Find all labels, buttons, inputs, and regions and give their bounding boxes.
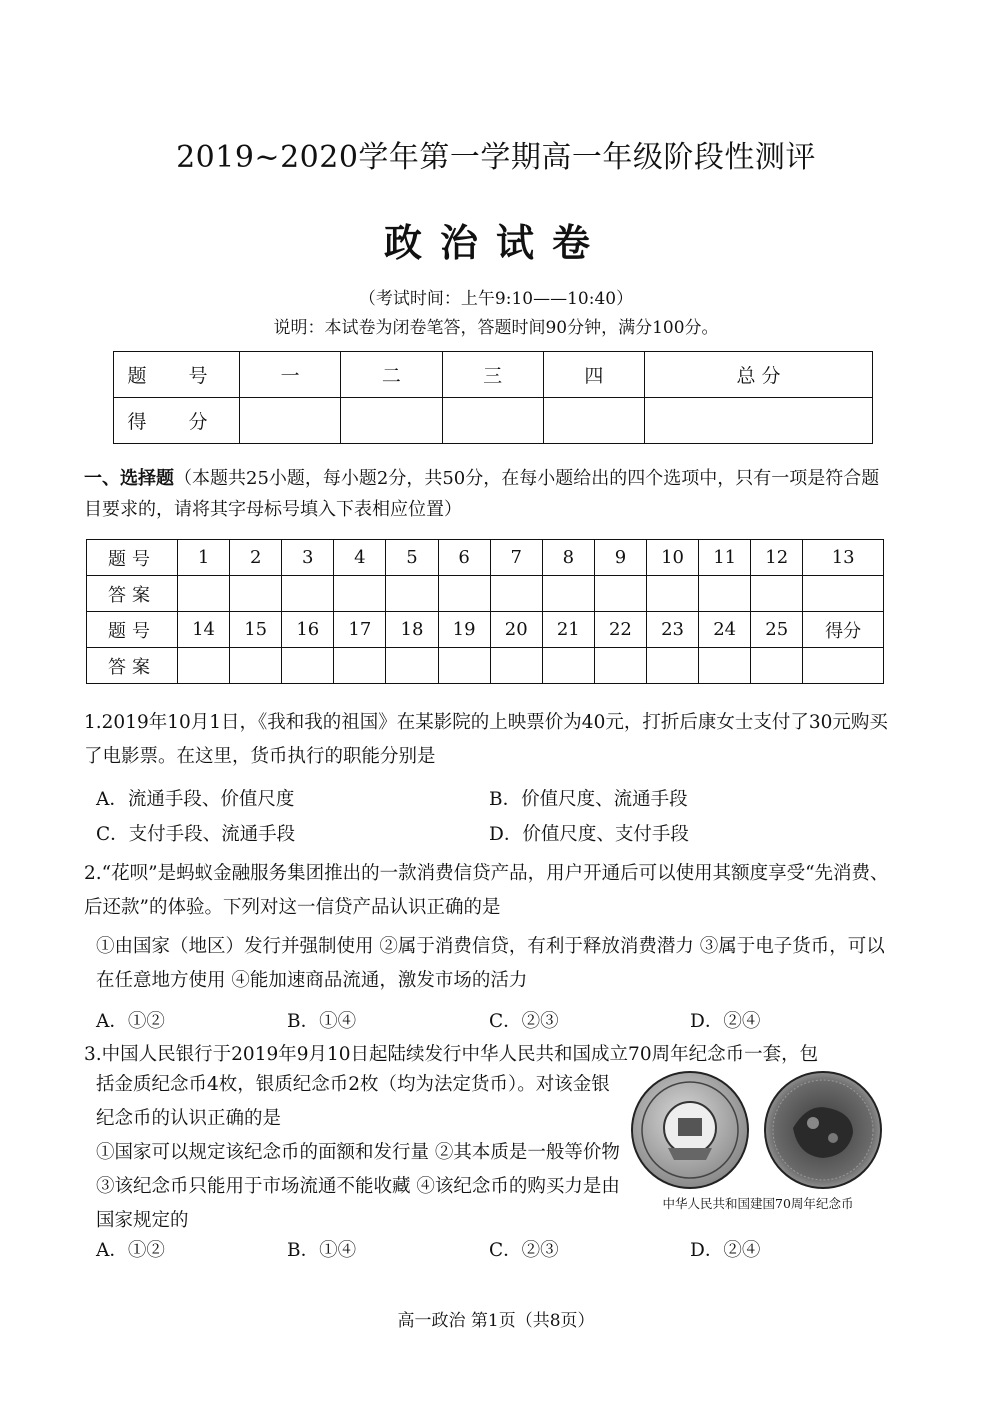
- emblem-coin: [632, 1072, 748, 1188]
- question-number: 17: [334, 612, 386, 648]
- question-3-option-d: D．②④: [690, 1240, 761, 1261]
- answer-blank[interactable]: [178, 648, 230, 684]
- question-number: 16: [282, 612, 334, 648]
- score-cell-section-4: 四: [543, 352, 644, 398]
- answer-blank[interactable]: [386, 576, 438, 612]
- answer-blank[interactable]: [230, 576, 282, 612]
- question-number: 6: [438, 540, 490, 576]
- question-number: 10: [646, 540, 698, 576]
- answer-row-label: 题号: [87, 612, 178, 648]
- answer-blank[interactable]: [178, 576, 230, 612]
- question-number: 15: [230, 612, 282, 648]
- question-number: 12: [751, 540, 803, 576]
- answer-blank[interactable]: [751, 576, 803, 612]
- question-1-option-b: B．价值尺度、流通手段: [489, 789, 688, 810]
- question-number: 21: [542, 612, 594, 648]
- question-number: 8: [542, 540, 594, 576]
- answer-blank[interactable]: [542, 576, 594, 612]
- question-number: 18: [386, 612, 438, 648]
- question-number: 23: [646, 612, 698, 648]
- question-2-option-a: A．①②: [96, 1011, 165, 1032]
- silver-coin: [765, 1072, 881, 1188]
- section-1-intro: [84, 463, 894, 525]
- answer-blank[interactable]: [594, 648, 646, 684]
- question-number: 25: [751, 612, 803, 648]
- question-2-option-c: C．②③: [489, 1011, 559, 1032]
- answer-row-label: 题号: [87, 540, 178, 576]
- answer-blank[interactable]: [490, 576, 542, 612]
- question-3-statements: ①国家可以规定该纪念币的面额和发行量 ②其本质是一般等价物 ③该纪念币只能用于市场流通不能收藏 ④该纪念币的购买力是由国家规定的: [96, 1142, 620, 1231]
- coin-caption: 中华人民共和国建国70周年纪念币: [662, 1196, 854, 1211]
- score-cell-section-1: 一: [240, 352, 341, 398]
- answer-blank[interactable]: [282, 576, 334, 612]
- answer-blank[interactable]: [334, 576, 386, 612]
- answer-blank[interactable]: [594, 576, 646, 612]
- question-number: 3: [282, 540, 334, 576]
- score-blank[interactable]: [341, 398, 442, 444]
- exam-time: （考试时间：上午9:10——10:40）: [358, 289, 634, 309]
- question-2-option-b: B．①④: [287, 1011, 357, 1032]
- coin-illustration: [628, 1068, 888, 1193]
- section-1-instructions: （本题共25小题，每小题2分，共50分，在每小题给出的四个选项中，只有一项是符合题目要求的，请将其字母标号填入下表相应位置）: [84, 468, 880, 520]
- score-cell-total: 总 分: [645, 352, 873, 398]
- question-number: 2: [230, 540, 282, 576]
- exam-note: 说明：本试卷为闭卷笔答，答题时间90分钟，满分100分。: [273, 318, 719, 338]
- question-1-option-a: A．流通手段、价值尺度: [96, 789, 295, 810]
- paper-title: 政治试卷: [383, 220, 608, 265]
- page-footer: 高一政治 第1页（共8页）: [397, 1311, 595, 1331]
- answer-blank[interactable]: [542, 648, 594, 684]
- question-number: 1: [178, 540, 230, 576]
- answer-blank[interactable]: [438, 648, 490, 684]
- answer-blank[interactable]: [646, 648, 698, 684]
- question-number: 14: [178, 612, 230, 648]
- score-cell-section-3: 三: [442, 352, 543, 398]
- question-number: 11: [699, 540, 751, 576]
- answer-blank[interactable]: [803, 576, 884, 612]
- question-number: 5: [386, 540, 438, 576]
- score-row-label: 得 分: [114, 398, 240, 444]
- question-1-option-d: D．价值尺度、支付手段: [489, 824, 689, 845]
- answer-blank[interactable]: [751, 648, 803, 684]
- answer-blank[interactable]: [230, 648, 282, 684]
- score-blank[interactable]: [645, 398, 873, 444]
- answer-number-row: [87, 612, 884, 648]
- answer-blank[interactable]: [386, 648, 438, 684]
- exam-main-title: 2019~2020学年第一学期高一年级阶段性测评: [176, 140, 816, 175]
- question-3-stem-line1: 3.中国人民银行于2019年9月10日起陆续发行中华人民共和国成立70周年纪念币一套，包: [84, 1044, 819, 1065]
- question-2-statements: ①由国家（地区）发行并强制使用 ②属于消费信贷，有利于释放消费潜力 ③属于电子货币，可以在任意地方使用 ④能加速商品流通，激发市场的活力: [96, 936, 885, 991]
- score-blank[interactable]: [240, 398, 341, 444]
- question-1-option-c: C．支付手段、流通手段: [96, 824, 296, 845]
- question-number: 19: [438, 612, 490, 648]
- question-number: 13: [803, 540, 884, 576]
- answer-blank-row: [87, 576, 884, 612]
- question-number: 20: [490, 612, 542, 648]
- score-table-header-row: [114, 352, 873, 398]
- score-cell-label: 题 号: [114, 352, 240, 398]
- question-number: 24: [699, 612, 751, 648]
- answer-blank[interactable]: [490, 648, 542, 684]
- question-3-option-a: A．①②: [96, 1240, 165, 1261]
- question-number: 22: [594, 612, 646, 648]
- answer-blank[interactable]: [438, 576, 490, 612]
- question-3-option-c: C．②③: [489, 1240, 559, 1261]
- answer-number-row: [87, 540, 884, 576]
- answer-blank[interactable]: [699, 576, 751, 612]
- question-number: 4: [334, 540, 386, 576]
- question-3-option-b: B．①④: [287, 1240, 357, 1261]
- question-number: 7: [490, 540, 542, 576]
- question-1-stem: 1.2019年10月1日，《我和我的祖国》在某影院的上映票价为40元，打折后康女士支付了30元购买了电影票。在这里，货币执行的职能分别是: [84, 712, 888, 767]
- score-label: 得分: [803, 612, 884, 648]
- answer-table: [86, 539, 884, 684]
- question-number: 9: [594, 540, 646, 576]
- score-cell-section-2: 二: [341, 352, 442, 398]
- question-3-stem-rest: 括金质纪念币4枚，银质纪念币2枚（均为法定货币）。对该金银纪念币的认识正确的是: [96, 1074, 610, 1129]
- question-2-stem: 2.“花呗”是蚂蚁金融服务集团推出的一款消费信贷产品，用户开通后可以使用其额度享受“先消费、后还款”的体验。下列对这一信贷产品认识正确的是: [84, 863, 889, 918]
- section-1-heading: 一、选择题: [84, 468, 174, 489]
- question-2-option-d: D．②④: [690, 1011, 761, 1032]
- score-table: [113, 351, 873, 444]
- answer-blank[interactable]: [646, 576, 698, 612]
- answer-blank-row: [87, 648, 884, 684]
- answer-row-label: 答案: [87, 648, 178, 684]
- answer-blank[interactable]: [282, 648, 334, 684]
- score-blank[interactable]: [442, 398, 543, 444]
- answer-blank[interactable]: [803, 648, 884, 684]
- answer-blank[interactable]: [334, 648, 386, 684]
- score-blank[interactable]: [543, 398, 644, 444]
- answer-row-label: 答案: [87, 576, 178, 612]
- score-table-score-row: [114, 398, 873, 444]
- answer-blank[interactable]: [699, 648, 751, 684]
